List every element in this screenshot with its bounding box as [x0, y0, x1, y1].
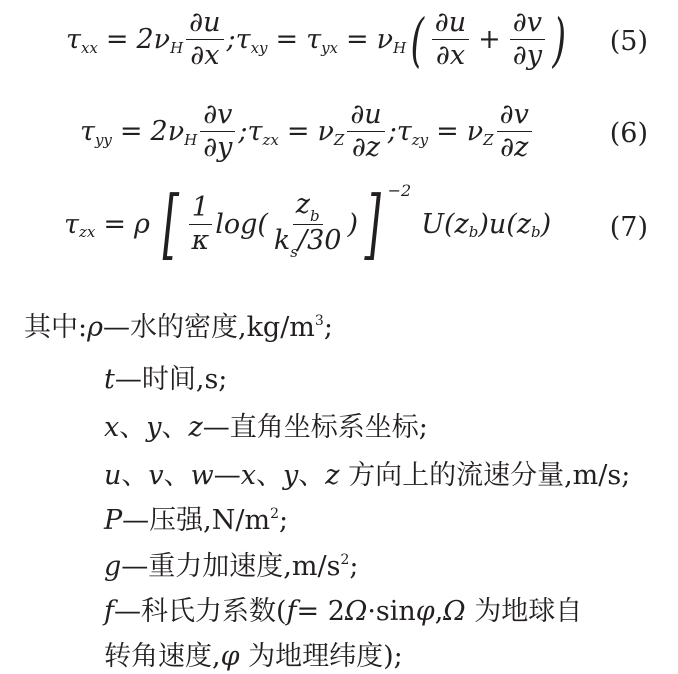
- definition-text: —科氏力系数(: [114, 596, 287, 627]
- fraction-denominator: [271, 225, 345, 259]
- definition-symbol: f: [286, 596, 297, 627]
- fraction: [432, 8, 469, 71]
- definition-symbol: f: [104, 596, 114, 627]
- definition-text: 、: [161, 412, 189, 443]
- fraction-denominator: ∂x: [190, 40, 220, 71]
- right-paren: ): [552, 5, 567, 74]
- definition-text: 、: [163, 460, 191, 491]
- definition-symbol: t: [104, 364, 115, 395]
- definition-p: [104, 498, 288, 537]
- tau-symbol: τ: [396, 116, 412, 147]
- fraction-numerator: ∂u: [432, 8, 469, 40]
- definition-text: —直角坐标系坐标;: [202, 412, 428, 443]
- tau-symbol: τ: [80, 116, 95, 147]
- subscript: yx: [321, 38, 339, 57]
- coefficient: 2ν: [136, 24, 171, 55]
- definition-symbol: y: [146, 412, 162, 443]
- definition-end: ;: [323, 312, 333, 343]
- fraction-numerator: ∂v: [497, 100, 532, 132]
- equals-sign: =: [105, 24, 129, 55]
- velocity-term: U(z: [421, 208, 469, 240]
- definition-text: 为地理纬度);: [239, 641, 403, 672]
- log-function: log(: [215, 208, 268, 240]
- tau-symbol: τ: [64, 208, 79, 240]
- definition-text: 、: [119, 412, 147, 443]
- fraction: [271, 190, 345, 259]
- k-symbol: k: [273, 224, 291, 256]
- definition-text: 、: [256, 460, 284, 491]
- fraction-numerator: 1: [189, 193, 212, 225]
- exponent: −2: [387, 180, 412, 200]
- definition-symbol: x: [240, 460, 257, 491]
- definition-xyz: [104, 405, 428, 444]
- fraction-numerator: ∂u: [347, 100, 384, 132]
- equation-number-6: (6): [609, 118, 648, 149]
- tau-symbol: τ: [247, 116, 263, 147]
- subscript: H: [393, 38, 407, 57]
- definition-text: ,: [434, 596, 444, 627]
- superscript: 2: [270, 506, 280, 522]
- definition-text: 转角速度,: [104, 641, 221, 672]
- fraction-denominator: ∂y: [512, 40, 542, 71]
- definition-rho: [24, 305, 333, 344]
- subscript: yy: [94, 130, 112, 149]
- definition-text: ·sin: [367, 596, 416, 627]
- fraction-denominator: ∂x: [435, 40, 466, 71]
- definition-text: 、: [298, 460, 326, 491]
- subscript: s: [290, 242, 298, 261]
- definition-text: —时间,s;: [114, 364, 228, 395]
- definition-symbol: z: [188, 412, 203, 443]
- definition-text: = 2: [296, 596, 345, 627]
- nu-symbol: ν: [466, 116, 484, 147]
- definition-text: —: [213, 460, 241, 491]
- denominator-tail: /30: [297, 224, 342, 256]
- right-bracket: ]: [364, 179, 381, 268]
- definition-g: [104, 544, 358, 583]
- fraction-denominator: ∂z: [351, 132, 381, 163]
- fraction: [186, 8, 223, 71]
- definition-text: 为地球自: [465, 596, 583, 627]
- z-symbol: z: [295, 188, 310, 220]
- superscript: 2: [340, 552, 350, 568]
- definition-symbol: x: [104, 412, 120, 443]
- left-paren: (: [410, 5, 425, 74]
- nu-symbol: ν: [317, 116, 334, 147]
- left-bracket: [: [162, 179, 179, 268]
- definition-symbol: z: [325, 460, 340, 491]
- equation-7: τ zx = ρ [ $\frac{1}{\kappa}$ log( $\frac{z_b}{k_s/30}$ ) ] −2 U(z b )u(z b ): [64, 179, 552, 268]
- fraction: [200, 100, 235, 163]
- tau-symbol: τ: [66, 24, 81, 55]
- definition-text: 、: [121, 460, 149, 491]
- subscript: zx: [262, 130, 279, 149]
- fraction: [188, 193, 212, 256]
- definition-end: ;: [279, 505, 289, 536]
- fraction: [497, 100, 532, 163]
- velocity-term: )u(z: [478, 208, 532, 240]
- definition-symbol: Ω: [344, 596, 368, 627]
- subscript: Z: [483, 130, 494, 149]
- subscript: zx: [78, 223, 96, 241]
- tau-symbol: τ: [306, 24, 322, 55]
- equation-number-7: (7): [609, 212, 648, 243]
- definition-symbol: w: [190, 460, 214, 491]
- definition-symbol: v: [148, 460, 164, 491]
- fraction: [510, 8, 545, 71]
- definition-symbol: Ω: [443, 596, 466, 627]
- definition-symbol: P: [104, 505, 123, 536]
- fraction-numerator: [293, 190, 323, 225]
- subscript: zy: [411, 130, 429, 149]
- definition-symbol: u: [104, 460, 122, 491]
- subscript: xx: [80, 38, 98, 57]
- definition-text: —压强,N/m: [122, 505, 271, 536]
- nu-symbol: ν: [376, 24, 394, 55]
- definition-symbol: φ: [220, 641, 240, 672]
- subscript: Z: [333, 130, 345, 149]
- definition-symbol: ρ: [87, 312, 103, 343]
- definition-symbol: y: [283, 460, 299, 491]
- equation-5: τ xx = 2ν H $\frac{\partial u}{\partial x}$ ; τ xy = τ yx = ν H ( $\frac{\partial u}{\partial x}$ + $\frac{\partial v}{\partial y}$ ): [66, 5, 567, 74]
- equation-6: τ yy = 2ν H $\frac{\partial v}{\partial y}$ ; τ zx = ν Z $\frac{\partial u}{\partial z}$ ; τ zy = ν Z $\frac{\partial v}{\partial z}$: [80, 100, 535, 163]
- definition-symbol: φ: [415, 596, 435, 627]
- subscript: b: [309, 206, 320, 225]
- fraction-numerator: ∂v: [200, 100, 235, 132]
- fraction-denominator: ∂z: [500, 132, 529, 163]
- fraction-numerator: ∂v: [510, 8, 545, 40]
- subscript: b: [531, 223, 541, 241]
- plus-sign: +: [478, 24, 501, 55]
- fraction-denominator: ∂y: [203, 132, 233, 163]
- tau-symbol: τ: [235, 24, 251, 55]
- definition-t: [104, 357, 227, 396]
- close-paren: ): [347, 208, 358, 240]
- velocity-term: ): [540, 208, 552, 240]
- definition-uvw: [104, 453, 630, 492]
- definition-text: —水的密度,kg/m: [102, 312, 315, 343]
- equation-number-5: (5): [609, 26, 648, 57]
- fraction-numerator: ∂u: [186, 8, 223, 40]
- coefficient: 2ν: [150, 116, 185, 147]
- superscript: 3: [314, 313, 324, 329]
- definition-end: ;: [349, 551, 359, 582]
- rho-symbol: ρ: [133, 208, 150, 240]
- definition-f-continued: [104, 634, 403, 673]
- definition-f: [104, 589, 582, 628]
- subscript: H: [170, 38, 184, 57]
- definition-text: —重力加速度,m/s: [121, 551, 341, 582]
- subscript: xy: [250, 38, 268, 57]
- fraction-denominator: κ: [191, 224, 210, 256]
- definition-text: 方向上的流速分量,m/s;: [339, 460, 631, 491]
- fraction: [347, 100, 384, 163]
- definition-symbol: g: [104, 551, 122, 582]
- subscript: b: [468, 223, 479, 241]
- definition-prefix: 其中:: [24, 312, 88, 343]
- subscript: H: [184, 130, 198, 149]
